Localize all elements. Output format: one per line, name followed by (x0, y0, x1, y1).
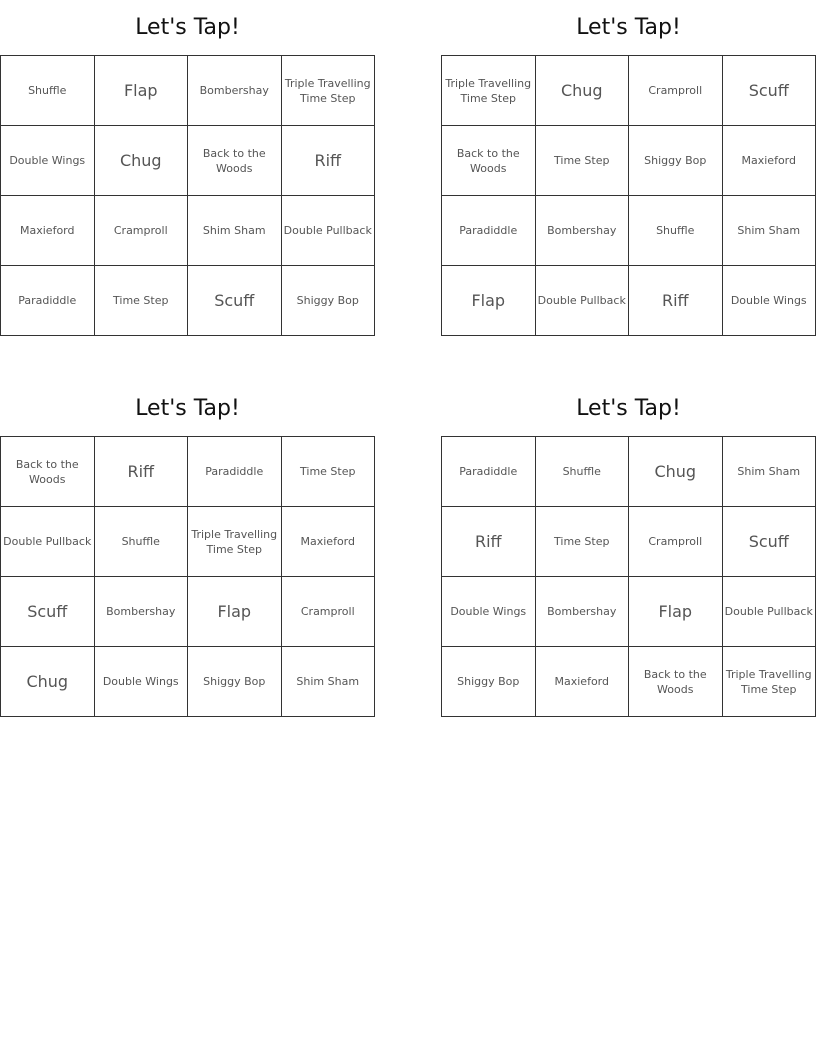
bingo-cell-label: Back to the Woods (202, 146, 266, 175)
bingo-cell-label: Flap (658, 602, 693, 621)
bingo-cell (629, 577, 723, 647)
bingo-cell (95, 56, 189, 126)
bingo-card (0, 381, 375, 717)
bingo-cell-label: Double Wings (730, 294, 807, 307)
bingo-cell (536, 56, 630, 126)
bingo-cell-label: Time Step (300, 465, 356, 478)
bingo-cell (95, 126, 189, 196)
bingo-cell (629, 266, 723, 336)
bingo-cell-label: Cramproll (300, 605, 355, 618)
bingo-cell (442, 126, 536, 196)
bingo-cell-label: Shuffle (656, 224, 695, 237)
bingo-cell-label: Chug (560, 81, 603, 100)
bingo-cell (282, 437, 376, 507)
bingo-cell (442, 266, 536, 336)
bingo-cell (536, 577, 630, 647)
bingo-cell-label: Paradiddle (18, 294, 77, 307)
bingo-cell (536, 196, 630, 266)
bingo-cell (1, 196, 95, 266)
bingo-cell (188, 196, 282, 266)
bingo-cell (536, 126, 630, 196)
bingo-grid (441, 436, 816, 717)
bingo-cell (282, 647, 376, 717)
bingo-cell-label: Double Wings (450, 605, 527, 618)
bingo-cell (95, 266, 189, 336)
bingo-cell (536, 437, 630, 507)
bingo-cell (282, 196, 376, 266)
bingo-cell-label: Bombershay (547, 605, 617, 618)
bingo-cell-label: Flap (217, 602, 252, 621)
bingo-cell (188, 647, 282, 717)
bingo-cell (188, 507, 282, 577)
bingo-cell-label: Back to the Woods (456, 146, 520, 175)
bingo-cell-label: Shim Sham (737, 465, 801, 478)
bingo-cell-label: Double Pullback (537, 294, 626, 307)
bingo-cell-label: Shuffle (28, 84, 67, 97)
bingo-cell-label: Shuffle (562, 465, 601, 478)
bingo-grid (441, 55, 816, 336)
bingo-cell (442, 577, 536, 647)
bingo-cell (442, 196, 536, 266)
bingo-grid (0, 436, 375, 717)
bingo-cell (723, 437, 816, 507)
bingo-cell (188, 266, 282, 336)
bingo-cell (282, 577, 376, 647)
bingo-cell (536, 647, 630, 717)
bingo-cell-label: Chug (119, 151, 162, 170)
bingo-cell-label: Shiggy Bop (203, 675, 266, 688)
bingo-cell-label: Chug (654, 462, 697, 481)
bingo-cell (282, 266, 376, 336)
bingo-cell (442, 437, 536, 507)
bingo-cell (723, 196, 816, 266)
bingo-cell (723, 647, 816, 717)
bingo-card (441, 381, 816, 717)
bingo-cell-label: Double Wings (102, 675, 179, 688)
bingo-cell (1, 126, 95, 196)
bingo-cell (723, 56, 816, 126)
bingo-cell (442, 647, 536, 717)
bingo-cell-label: Double Pullback (283, 224, 372, 237)
bingo-cell (188, 437, 282, 507)
bingo-cell-label: Flap (471, 291, 506, 310)
bingo-cell-label: Double Wings (9, 154, 86, 167)
bingo-cell (1, 56, 95, 126)
bingo-cell-label: Shim Sham (202, 224, 266, 237)
bingo-cell-label: Chug (26, 672, 69, 691)
bingo-cell (723, 266, 816, 336)
bingo-cell (1, 647, 95, 717)
bingo-cell (442, 507, 536, 577)
card-title: Let's Tap! (135, 15, 240, 40)
bingo-cell (629, 507, 723, 577)
bingo-cell-label: Maxieford (741, 154, 796, 167)
bingo-cell (723, 577, 816, 647)
bingo-cell-label: Paradiddle (459, 224, 518, 237)
bingo-cell (1, 437, 95, 507)
bingo-cell-label: Flap (123, 81, 158, 100)
bingo-cell (723, 126, 816, 196)
bingo-cell (95, 507, 189, 577)
bingo-cell (95, 647, 189, 717)
bingo-cell-label: Cramproll (648, 84, 703, 97)
bingo-cell-label: Paradiddle (205, 465, 264, 478)
bingo-cell (1, 507, 95, 577)
bingo-cell-label: Bombershay (106, 605, 176, 618)
bingo-card (0, 0, 375, 336)
bingo-cell (442, 56, 536, 126)
bingo-cell-label: Riff (661, 291, 689, 310)
bingo-cell-label: Double Pullback (3, 535, 92, 548)
bingo-cell (629, 437, 723, 507)
bingo-cell-label: Back to the Woods (643, 667, 707, 696)
bingo-cell-label: Time Step (554, 154, 610, 167)
bingo-cell-label: Scuff (214, 291, 255, 310)
bingo-cell-label: Triple Travelling Time Step (284, 76, 371, 105)
card-title: Let's Tap! (135, 396, 240, 421)
bingo-cell (536, 507, 630, 577)
bingo-cell-label: Scuff (748, 532, 789, 551)
bingo-cell-label: Triple Travelling Time Step (191, 527, 278, 556)
bingo-cell (1, 577, 95, 647)
bingo-cell (188, 126, 282, 196)
bingo-cell (95, 437, 189, 507)
bingo-card (441, 0, 816, 336)
bingo-cell (95, 196, 189, 266)
bingo-cell-label: Shim Sham (737, 224, 801, 237)
bingo-cell (629, 56, 723, 126)
bingo-cell (1, 266, 95, 336)
bingo-cell-label: Shiggy Bop (296, 294, 359, 307)
bingo-cell-label: Double Pullback (724, 605, 813, 618)
bingo-cell-label: Cramproll (648, 535, 703, 548)
bingo-cell-label: Paradiddle (459, 465, 518, 478)
bingo-cell-label: Shiggy Bop (644, 154, 707, 167)
bingo-cell-label: Triple Travelling Time Step (445, 76, 532, 105)
bingo-cell (95, 577, 189, 647)
bingo-cell-label: Maxieford (300, 535, 355, 548)
bingo-cell (282, 507, 376, 577)
bingo-cell (723, 507, 816, 577)
bingo-cell-label: Time Step (554, 535, 610, 548)
bingo-cell-label: Back to the Woods (15, 457, 79, 486)
bingo-cell-label: Shim Sham (296, 675, 360, 688)
bingo-cell-label: Maxieford (20, 224, 75, 237)
bingo-cell-label: Scuff (748, 81, 789, 100)
bingo-cell-label: Riff (474, 532, 502, 551)
bingo-cell (536, 266, 630, 336)
bingo-grid (0, 55, 375, 336)
bingo-cell-label: Riff (127, 462, 155, 481)
bingo-cell-label: Triple Travelling Time Step (725, 667, 812, 696)
bingo-cell-label: Scuff (27, 602, 68, 621)
bingo-cell (629, 647, 723, 717)
bingo-cell (282, 126, 376, 196)
bingo-cell (629, 196, 723, 266)
bingo-cell-label: Bombershay (547, 224, 617, 237)
bingo-cell-label: Bombershay (199, 84, 269, 97)
card-title: Let's Tap! (576, 396, 681, 421)
bingo-cell (188, 577, 282, 647)
bingo-cell-label: Shuffle (121, 535, 160, 548)
bingo-cell-label: Riff (314, 151, 342, 170)
bingo-cell (629, 126, 723, 196)
bingo-cell-label: Cramproll (113, 224, 168, 237)
bingo-cell (282, 56, 376, 126)
card-title: Let's Tap! (576, 15, 681, 40)
bingo-cell (188, 56, 282, 126)
bingo-cell-label: Time Step (113, 294, 169, 307)
bingo-cell-label: Shiggy Bop (457, 675, 520, 688)
bingo-cell-label: Maxieford (554, 675, 609, 688)
